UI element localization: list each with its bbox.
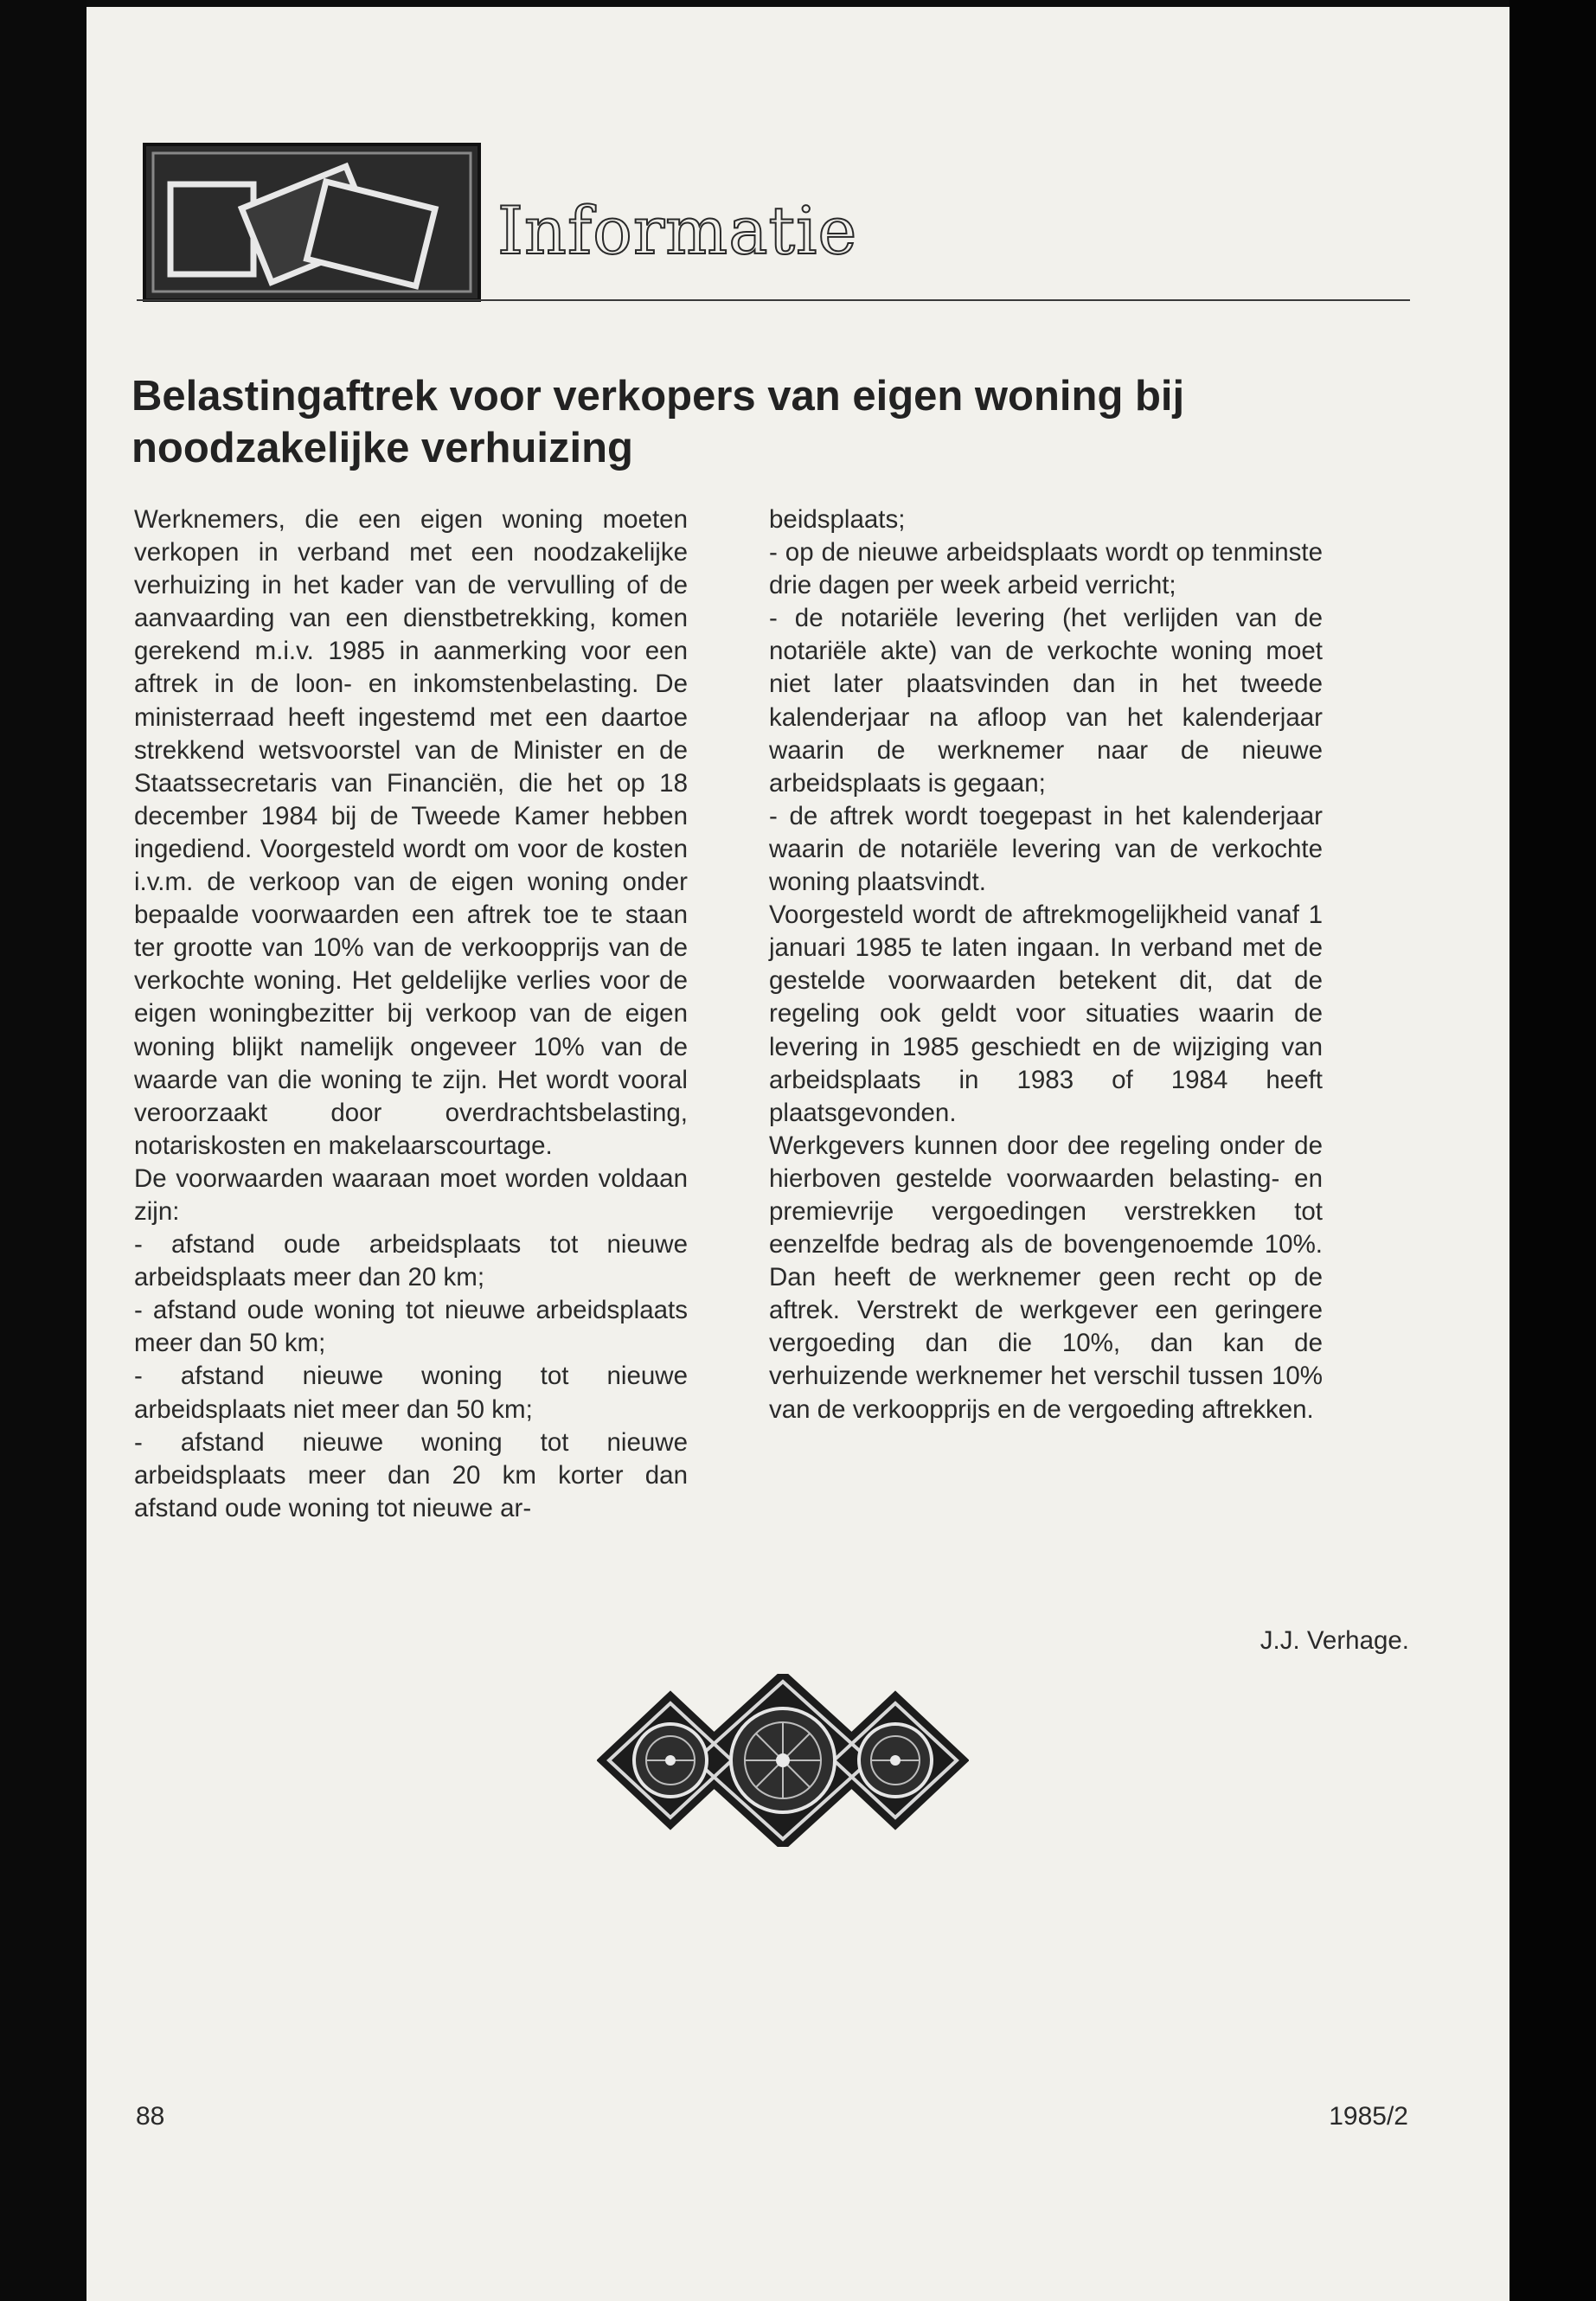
article-left-column bbox=[134, 503, 688, 1525]
issue-number: 1985/2 bbox=[1329, 2102, 1408, 2131]
condition-item: - op de nieuwe arbeidsplaats wordt op tenminste drie dagen per week arbeid verricht; bbox=[769, 538, 1323, 600]
paragraph: Werknemers, die een eigen woning moeten verkopen in verband met een noodzakelijke verhuizing in het kader van de vervulling of de aanvaarding van een dienstbetrekking, komen gerekend m.i.v. 1985 in aanmerking voor een aftrek in de loon- en inkomstenbelasting. De ministerraad heeft ingestemd met een daartoe strekkend wetsvoorstel van de Minister en de Staatssecretaris van Financiën, die het op 18 december 1984 bij de Tweede Kamer hebben ingediend. Voorgesteld wordt om voor de kosten i.v.m. de verkoop van de eigen woning onder bepaalde voorwaarden een aftrek toe te staan ter grootte van 10% van de verkoopprijs van de verkochte woning. Het geldelijke verlies voor de eigen woningbezitter bij verkoop van de eigen woning blijkt namelijk ongeveer 10% van de waarde van die woning te zijn. Het wordt vooral veroorzaakt door overdrachtsbelasting, notariskosten en makelaarscourtage. bbox=[134, 505, 688, 1160]
condition-item: - afstand oude woning tot nieuwe arbeidsplaats meer dan 50 km; bbox=[134, 1296, 688, 1358]
paragraph: Werkgevers kunnen door dee regeling onder de hierboven gestelde voorwaarden belasting- en premievrije vergoedingen verstrekken tot eenzelfde bedrag als de bovengenoemde 10%. Dan heeft de werknemer geen recht op de aftrek. Verstrekt de werkgever een geringere vergoeding dan die 10%, dan kan de verhuizende werknemer het verschil tussen 10% van de verkoopprijs en de vergoeding aftrekken. bbox=[769, 1131, 1323, 1424]
condition-item: - afstand oude arbeidsplaats tot nieuwe arbeidsplaats meer dan 20 km; bbox=[134, 1230, 688, 1292]
article-headline: Belastingaftrek voor verkopers van eigen woning bij noodzakelijke verhuizing bbox=[131, 373, 1185, 471]
paragraph: Voorgesteld wordt de aftrekmogelijkheid vanaf 1 januari 1985 te laten ingaan. In verband met de gestelde voorwaarden betekent dit, dat de regeling ook geldt voor situaties waarin de levering in 1985 geschiedt en de wijziging van arbeidsplaats in 1983 of 1984 heeft plaatsgevonden. bbox=[769, 901, 1323, 1127]
condition-item: - de aftrek wordt toegepast in het kalenderjaar waarin de notariële levering van de verkochte woning plaatsvindt. bbox=[769, 801, 1323, 897]
diamond-wheels-ornament-icon bbox=[597, 1674, 969, 1847]
scan-left-edge bbox=[0, 0, 87, 2301]
author-signature: J.J. Verhage. bbox=[1259, 1626, 1409, 1655]
article-right-column bbox=[769, 503, 1323, 1426]
scan-right-edge bbox=[1509, 0, 1596, 2301]
section-title: Informatie bbox=[497, 192, 858, 269]
condition-item: - de notariële levering (het verlijden van de notariële akte) van de verkochte woning moet niet later plaatsvinden dan in het tweede kalenderjaar na afloop van het kalenderjaar waarin de werknemer naar de nieuwe arbeidsplaats is gegaan; bbox=[769, 604, 1323, 798]
condition-item: - afstand nieuwe woning tot nieuwe arbeidsplaats meer dan 20 km korter dan afstand oude woning tot nieuwe ar- bbox=[134, 1427, 688, 1522]
header-divider bbox=[137, 299, 1410, 301]
page-number: 88 bbox=[136, 2102, 165, 2131]
stacked-papers-icon bbox=[141, 141, 483, 304]
paragraph: De voorwaarden waaraan moet worden voldaan zijn: bbox=[134, 1163, 688, 1226]
condition-item: - afstand nieuwe woning tot nieuwe arbeidsplaats niet meer dan 50 km; bbox=[134, 1362, 688, 1424]
paragraph: beidsplaats; bbox=[769, 505, 906, 534]
